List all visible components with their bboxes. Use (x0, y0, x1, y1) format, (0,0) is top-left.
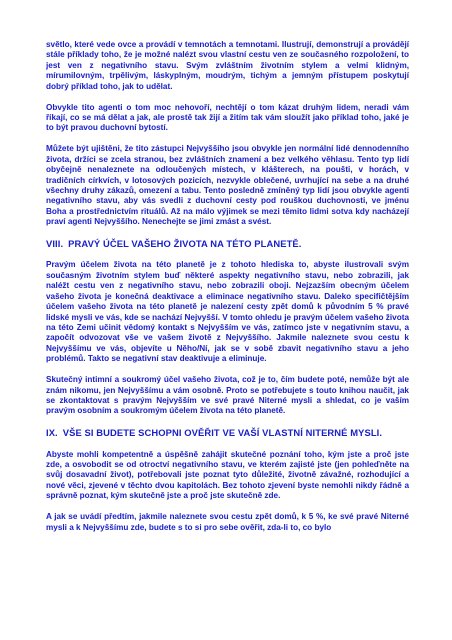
paragraph: Obvykle tito agenti o tom moc nehovoří, nechtějí o tom kázat druhým lidem, neradi vám říkají, co se má dělat a jak, ale prostě tak žijí a žitím tak vám sloužít jako příklad toho, jaké je to být pravou duchovní bytostí. (46, 102, 409, 133)
paragraph: A jak se uvádí předtím, jakmile naleznete svou cestu zpět domů, k 5 %, ke své pravé Niterné mysli a k Nejvyššímu zde, budete s to si pro sebe ověřit, zda-li to, co bylo (46, 512, 409, 532)
page-content (46, 40, 409, 544)
paragraph: světlo, které vede ovce a provádí v temnotách a temnotami. Ilustrují, demonstrují a provádějí stále příklady toho, že je možné nalézt svou vlastní cestu ven ze současného rozpoložení, to jest ven z negativního stavu. Svým zvláštním životním stylem a velmi klidným, mírumilovným, trpělivým, láskyplným, moudrým, tichým a jemným přístupem poskytují dobrý příklad toho, jak to udělat. (46, 40, 409, 91)
section-number: VIII. (46, 238, 64, 250)
section-title: PRAVÝ ÚČEL VAŠEHO ŽIVOTA NA TÉTO PLANETĚ. (68, 238, 302, 250)
paragraph: Abyste mohli kompetentně a úspěšně zahájit skutečné poznání toho, kým jste a proč jste zde, a osvobodit se od otroctví negativního stavu, ve kterém zajisté jste (jen pohleďněte na svůj dosavadní život), potřebovali jste poznat tyto důležité, životně závažné, rozhodující a nové věci, zjevené v těchto dvou kapitolách. Bez tohoto zjevení byste nemohli nikdy řádně a správně poznat, kým skutečně jste a proč jste skutečně zde. (46, 449, 409, 501)
paragraph: Můžete být ujištěni, že tito zástupci Nejvyššího jsou obvykle jen normální lidé dennodenního života, držíci se zcela stranou, bez zvláštních znamení a bez velkého věhlasu. Tento typ lidí obyčejně nenaleznete na odloučených místech, v klášterech, na poušti, v horách, v tradičních církvích, v lotosových pozicích, nezvykle oblečené, uvrhující na sebe a na druhé všechny druhy zákazů, omezení a tabu. Tento posledně zmíněný typ lidí jsou obvykle agenti negativního stavu, aby vás svedli z duchovní cesty pod rouškou duchovnosti, ve jménu Boha a prostřednictvím rituálů. Až na málo výjimek se mezi těmito lidmi sotva kdy nacházejí praví agenti Nejvyššího. Nenechejte se jimi zmást a svést. (46, 144, 409, 227)
paragraph: Skutečný intimní a soukromý účel vašeho života, což je to, čím budete poté, nemůže být ale znám nikomu, jen Nejvyššímu a vám osobně. Proto se potřebujete s touto knihou naučit, jak se zkontaktovat s pravým Nejvyšším ve své pravé Niterné mysli a shledat, co je vaším pravým osobním a soukromým účelem života na této planetě. (46, 375, 409, 416)
section-heading-ix (46, 427, 409, 439)
paragraph: Pravým účelem života na této planetě je z tohoto hlediska to, abyste ilustrovali svým současným životním stylem buď některé aspekty negativního stavu, nebo zobrazili, jak naléžt cestu ven z negativního stavu, nebo zobrazili oboji. Nejzazším obecným účelem vašeho života je konečná deaktivace a eliminace negativního stavu. Daleko specifičtějším účelem vašeho života na této planetě je nalezení cesty zpět domů k původním 5 % pravé lidské mysli ve vás, kde se nachází Nejvyšší. V tomto ohledu je pravým účelem vašeho života na této Zemi učinit vědomý kontakt s Nejvyšším ve vás, zatímco jste v negativním stavu, a započít odvozovat vše ve vašem životě z Nejvyššího. Jakmile naleznete svou cestu k Nejvyššímu ve vás, objevíte u Něho/Ní, jak se v sobě zbavit negativního stavu a jeho problémů. Takto se negativní stav deaktivuje a eliminuje. (46, 260, 409, 364)
section-title: VŠE SI BUDETE SCHOPNI OVĚŘIT VE VAŠÍ VLASTNÍ NITERNÉ MYSLI. (62, 427, 383, 439)
section-heading-viii (46, 238, 409, 250)
section-number: IX. (46, 427, 58, 439)
